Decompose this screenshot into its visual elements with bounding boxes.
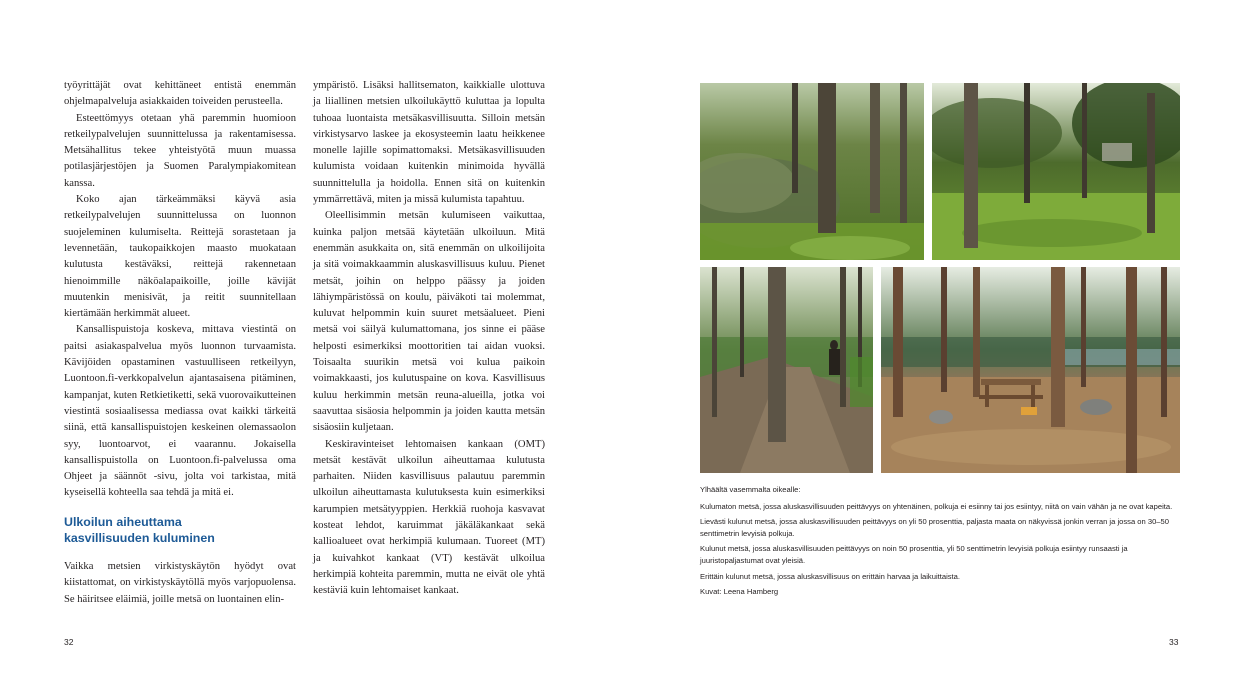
caption-item: Lievästi kulunut metsä, jossa aluskasvillisuuden peittävyys on yli 50 prosenttia, paljasta maata on näkyvissä jonkin verran ja jossa on 30–50 senttimetrin levyisiä polkuja.: [700, 517, 1169, 538]
section-heading: [64, 515, 296, 546]
text-column-2: [313, 78, 545, 600]
paragraph: ympäristö. Lisäksi hallitsematon, kaikkialle ulottuva ja liiallinen metsien ulkoilukäyttö kuluttaa ja lopulta tuhoaa luontaista metsäkasvillisuutta. Silloin metsän virkistysarvo laskee ja ekosysteemin laatu heikkenee monelle lajille sopimattomaksi. Metsäkasvillisuuden kulumista voidaan kuitenkin minimoida hyvällä suunnittelulla ja hoidolla. Ennen sitä on kuitenkin ymmärrettävä, miten ja missä kulumista tapahtuu.: [313, 80, 545, 206]
paragraph: Keskiravinteiset lehtomaisen kankaan (OMT) metsät kestävät ulkoilun aiheuttamaa kulutusta parhaiten. Niiden kasvillisuus palautuu paremmin ulkoilun aiheuttamasta kulutuksesta kuin esimerkiksi karumpien metsätyyppien. Herkkiä ruohoja kasvavat kosteat lehdot, karuimmat jäkäläkankaat sekä kallioalueet ovat herkimpiä kulumaan. Tuoreet (MT) ja kuivahkot kankaat (VT) kestävät ulkoilua herkimpiä kohteita paremmin, mutta ne eivät ole yhtä kestäviä kuin lehtomaiset kankaat.: [313, 438, 545, 597]
text-column-1: [64, 78, 296, 502]
page-number-left: 32: [64, 637, 74, 647]
section-heading-line: Ulkoilun aiheuttama: [64, 515, 182, 529]
paragraph: työyrittäjät ovat kehittäneet entistä enemmän ohjelmapalveluja asiakkaiden toiveiden perusteella.: [64, 80, 296, 108]
caption-item: Erittäin kulunut metsä, jossa aluskasvillisuus on erittäin harvaa ja laikuittaista.: [700, 571, 961, 581]
forest-photo-unworn: [700, 83, 924, 260]
paragraph: Koko ajan tärkeämmäksi käyvä asia retkeilypalvelujen suunnittelussa on luonnon suojeleminen kulumiselta. Reittejä sorastetaan ja levennetään, taukopaikkojen maasto muokataan kulutusta kestäväksi, reittejä rakennetaan hienoimmille näköalapaikoille, joille kävijät muutenkin menisivät, ja reitit suunnitellaan kiertämään herkimmät alueet.: [64, 194, 296, 320]
section-heading-line: kasvillisuuden kuluminen: [64, 530, 215, 545]
page-number-right: 33: [1169, 637, 1179, 647]
caption-item: Kulunut metsä, jossa aluskasvillisuuden peittävyys on noin 50 prosenttia, yli 50 senttimetrin levyisiä polkuja esiintyy runsaasti ja juuristopaljastumat ovat yleisiä.: [700, 544, 1128, 565]
caption-heading: Ylhäältä vasemmalta oikealle:: [700, 485, 801, 494]
caption-item: Kulumaton metsä, jossa aluskasvillisuuden peittävyys on yhtenäinen, polkuja ei esiinny tai jos esiintyy, niitä on vain vähän ja ne ovat kapeita.: [700, 501, 1173, 511]
photo-credit: Kuvat: Leena Hamberg: [700, 587, 779, 597]
forest-photo-slightly-worn: [932, 83, 1180, 260]
paragraph: Vaikka metsien virkistyskäytön hyödyt ovat kiistattomat, on virkistyskäytöllä myös varjopuolensa. Se häiritsee eläimiä, joille metsä on luontainen elin-: [64, 561, 296, 605]
paragraph: Esteettömyys otetaan yhä paremmin huomioon retkeilypalvelujen suunnittelussa ja rakentamisessa. Metsähallitus tekee yhteistyötä muun muassa potilasjärjestöjen ja Suomen Paralympiakomitean kanssa.: [64, 112, 296, 189]
photo-captions: [700, 484, 1180, 602]
paragraph: Kansallispuistoja koskeva, mittava viestintä on paitsi asiakaspalvelua myös luonnon turvaamista. Kävijöiden opastaminen vastuulliseen retkeilyyn, Luontoon.fi-verkkopalvelun ajantasaisena pitäminen, kampanjat, kuten Retkietiketti, sekä vuorovaikutteinen viestintä sosiaalisessa mediassa ovat kaikki tärkeitä siinä, että kansallispuistojen keskeinen olemassaolon syy, luontoarvot, ei vaarannu. Jokaisella kansallispuistolla on Luontoon.fi-palvelussa oma Ohjeet ja säännöt -sivu, jolta voi tarkistaa, mitä kyseisellä kohteella saa tehdä ja mitä ei.: [64, 324, 296, 499]
text-column-1-continued: [64, 559, 296, 608]
forest-photo-worn-path: [700, 267, 873, 473]
forest-photo-heavily-worn: [881, 267, 1180, 473]
paragraph: Oleellisimmin metsän kulumiseen vaikuttaa, kuinka paljon metsää käytetään ulkoiluun. Mitä enemmän asukkaita on, sitä enemmän on ulkoilijoita ja sitä voimakkaammin aluskasvillisuus kuluu. Pienet metsät, joihin on helppo päässy ja joiden lähiympäristössä on koulu, päiväkoti tai molemmat, kuluvat helpommin kuin suuret metsäalueet. Pieni metsä voi säilyä kulumattomana, jos sinne ei pääse helposti esimerkiksi moottoritien tai aidan vuoksi. Toisaalta suurikin metsä voi kulua paikoin voimakkaasti, jos kulutuspaine on kova. Kasvillisuus kuluu herkimmin metsän reuna-alueilla, jotka voi saavuttaa sisäosia helpommin ja joiden kautta metsän sisäosiin kuljetaan.: [313, 210, 545, 434]
